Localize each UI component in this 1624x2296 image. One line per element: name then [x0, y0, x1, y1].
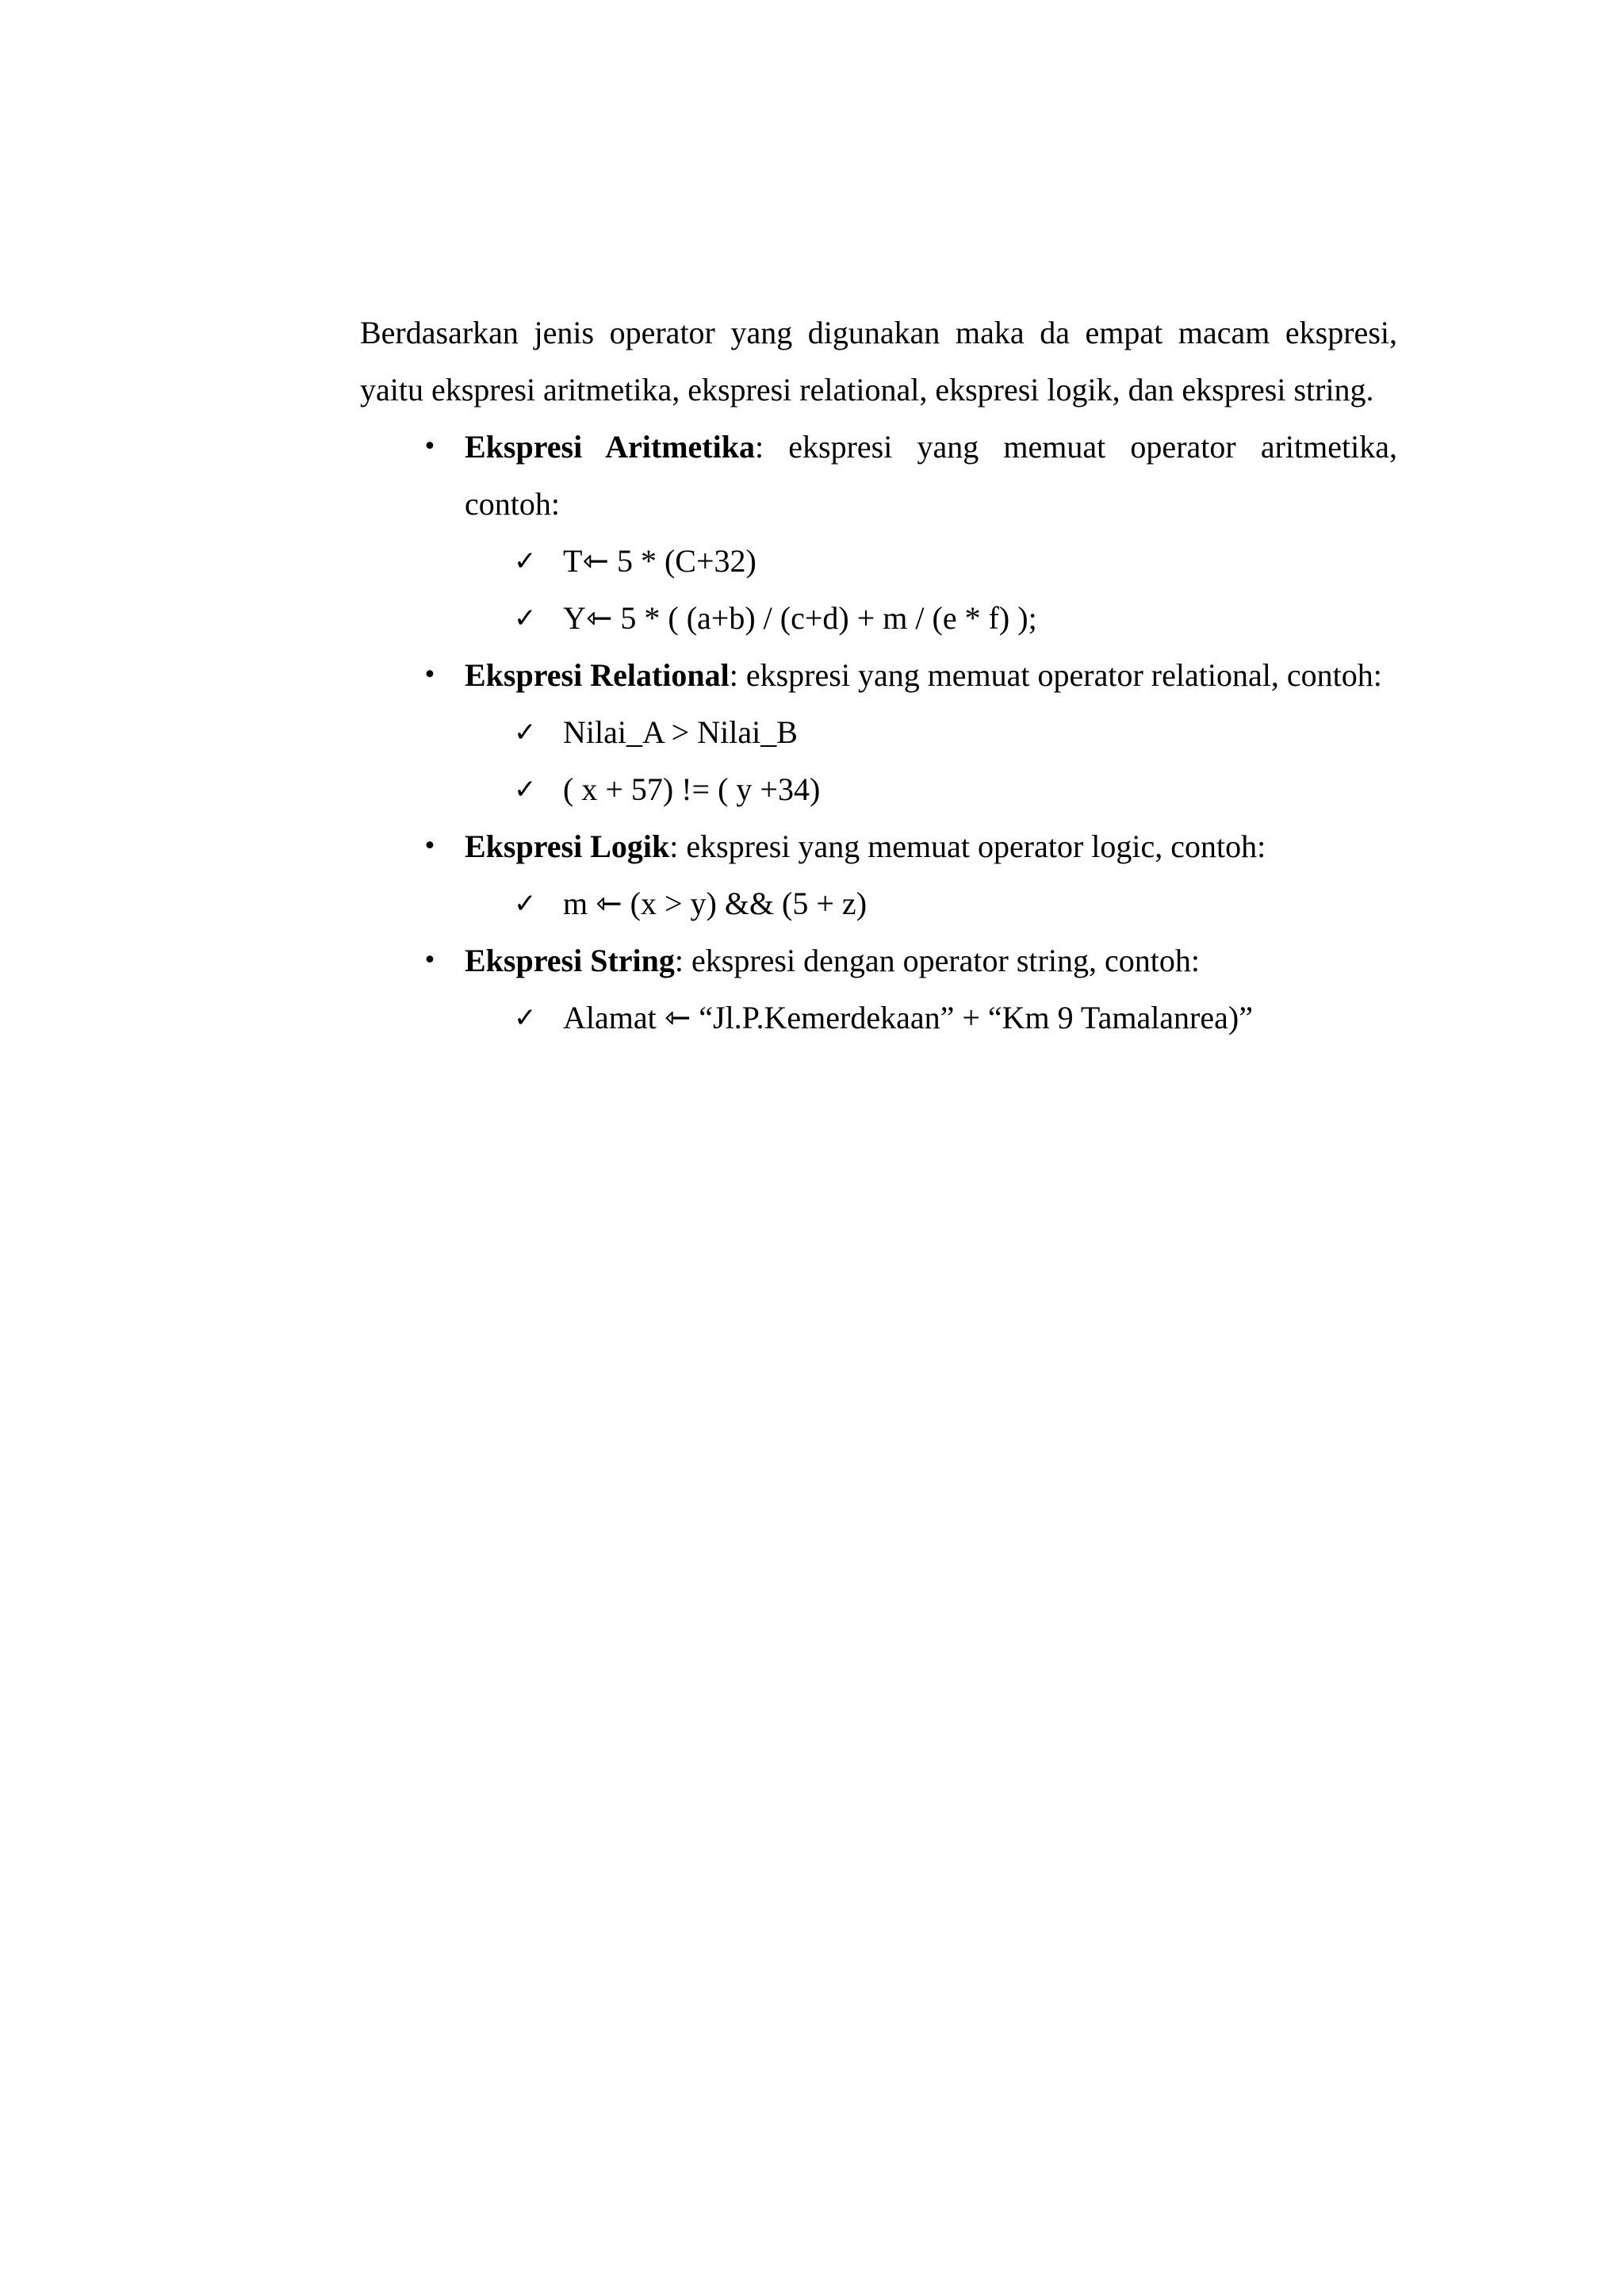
section-description: : ekspresi yang memuat operator logic, contoh: [669, 828, 1266, 864]
bullet-icon: • [423, 433, 437, 461]
bullet-icon: • [423, 661, 437, 689]
section-title: Ekspresi Logik [465, 828, 670, 864]
example-text: T⇽ 5 * (C+32) [563, 543, 756, 579]
example-list [465, 875, 1397, 932]
section-relational [360, 647, 1397, 818]
checkmark-icon: ✓ [514, 774, 537, 806]
example-list [465, 533, 1397, 647]
section-text [465, 647, 1397, 704]
page-content [360, 304, 1397, 1047]
section-text [465, 419, 1397, 533]
checkmark-icon: ✓ [514, 1002, 537, 1034]
example-text: Y⇽ 5 * ( (a+b) / (c+d) + m / (e * f) ); [563, 600, 1037, 636]
checkmark-icon: ✓ [514, 545, 537, 577]
example-text: Nilai_A > Nilai_B [563, 714, 798, 750]
example-item [465, 875, 1397, 932]
section-text [465, 932, 1397, 989]
section-aritmetika [360, 419, 1397, 647]
bullet-icon: • [423, 947, 437, 974]
example-text: Alamat ⇽ “Jl.P.Kemerdekaan” + “Km 9 Tamalanrea)” [563, 1000, 1253, 1035]
example-item [465, 704, 1397, 761]
checkmark-icon: ✓ [514, 603, 537, 634]
example-text: m ⇽ (x > y) && (5 + z) [563, 886, 868, 921]
example-item [465, 533, 1397, 590]
section-title: Ekspresi String [465, 943, 675, 978]
bullet-icon: • [423, 832, 437, 860]
checkmark-icon: ✓ [514, 888, 537, 920]
example-item [465, 761, 1397, 818]
section-description: : ekspresi dengan operator string, contoh: [674, 943, 1200, 978]
section-description: : ekspresi yang memuat operator aritmetika, contoh: [465, 429, 1398, 522]
example-list [465, 989, 1397, 1047]
section-text [465, 818, 1397, 875]
expression-type-list [360, 419, 1397, 1047]
example-text: ( x + 57) != ( y +34) [563, 771, 821, 807]
example-list [465, 704, 1397, 818]
section-title: Ekspresi Aritmetika [465, 429, 755, 465]
section-string [360, 932, 1397, 1047]
checkmark-icon: ✓ [514, 717, 537, 748]
example-item [465, 989, 1397, 1047]
section-logik [360, 818, 1397, 932]
section-description: : ekspresi yang memuat operator relational, contoh: [729, 657, 1382, 693]
section-title: Ekspresi Relational [465, 657, 730, 693]
intro-paragraph: Berdasarkan jenis operator yang digunakan maka da empat macam ekspresi, yaitu ekspresi aritmetika, ekspresi relational, ekspresi logik, dan ekspresi string. [360, 315, 1397, 408]
example-item [465, 590, 1397, 647]
